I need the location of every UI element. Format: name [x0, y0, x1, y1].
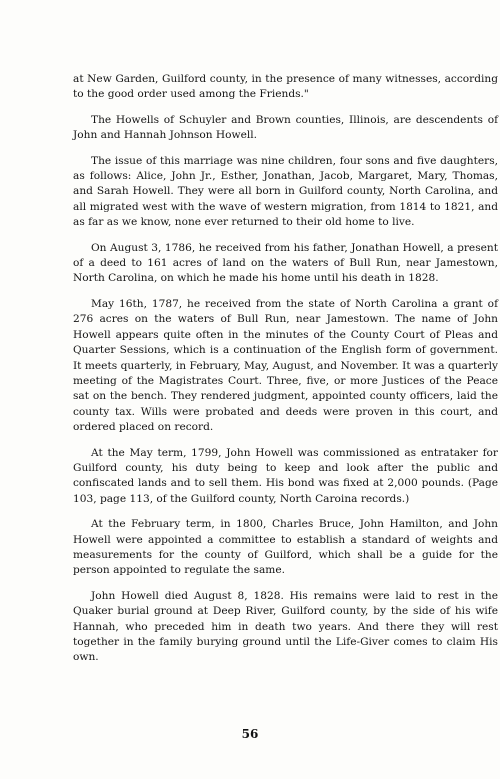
- body-text: [73, 72, 498, 676]
- paragraph: John Howell died August 8, 1828. His remains were laid to rest in the Quaker burial ground at Deep River, Guilford county, by the side of his wife Hannah, who preceded him in death two years. And there they will rest together in the family burying ground until the Life-Giver comes to claim His own.: [73, 589, 498, 664]
- paragraph: May 16th, 1787, he received from the state of North Carolina a grant of 276 acres on the waters of Bull Run, near Jamestown. The name of John Howell appears quite often in the minutes of the County Court of Pleas and Quarter Sessions, which is a continuation of the English form of government. It meets quarterly, in February, May, August, and November. It was a quarterly meeting of the Magistrates Court. Three, five, or more Justices of the Peace sat on the bench. They rendered judgment, appointed county officers, laid the county tax. Wills were probated and deeds were proven in this court, and ordered placed on record.: [73, 297, 498, 434]
- paragraph: at New Garden, Guilford county, in the presence of many witnesses, according to the good order used among the Friends.": [73, 73, 498, 101]
- paragraph: The issue of this marriage was nine children, four sons and five daughters, as follows: Alice, John Jr., Esther, Jonathan, Jacob, Margaret, Mary, Thomas, and Sarah Howell. They were all born in Guilford county, North Carolina, and all migrated west with the wave of western migration, from 1814 to 1821, and as far as we know, none ever returned to their old home to live.: [73, 154, 498, 229]
- paragraph: At the February term, in 1800, Charles Bruce, John Hamilton, and John Howell were appointed a committee to establish a standard of weights and measurements for the county of Guilford, which shall be a guide for the person appointed to regulate the same.: [73, 518, 498, 577]
- page-number: 56: [241, 727, 259, 741]
- paragraph: At the May term, 1799, John Howell was commissioned as entrataker for Guilford county, his duty being to keep and look after the public and confiscated lands and to sell them. His bond was fixed at 2,000 pounds. (Page 103, page 113, of the Guilford county, North Caroina records.): [73, 446, 498, 505]
- paragraph: On August 3, 1786, he received from his father, Jonathan Howell, a present of a deed to 161 acres of land on the waters of Bull Run, near Jamestown, North Carolina, on which he made his home until his death in 1828.: [73, 241, 498, 285]
- paragraph: The Howells of Schuyler and Brown counties, Illinois, are descendents of John and Hannah Johnson Howell.: [73, 113, 498, 142]
